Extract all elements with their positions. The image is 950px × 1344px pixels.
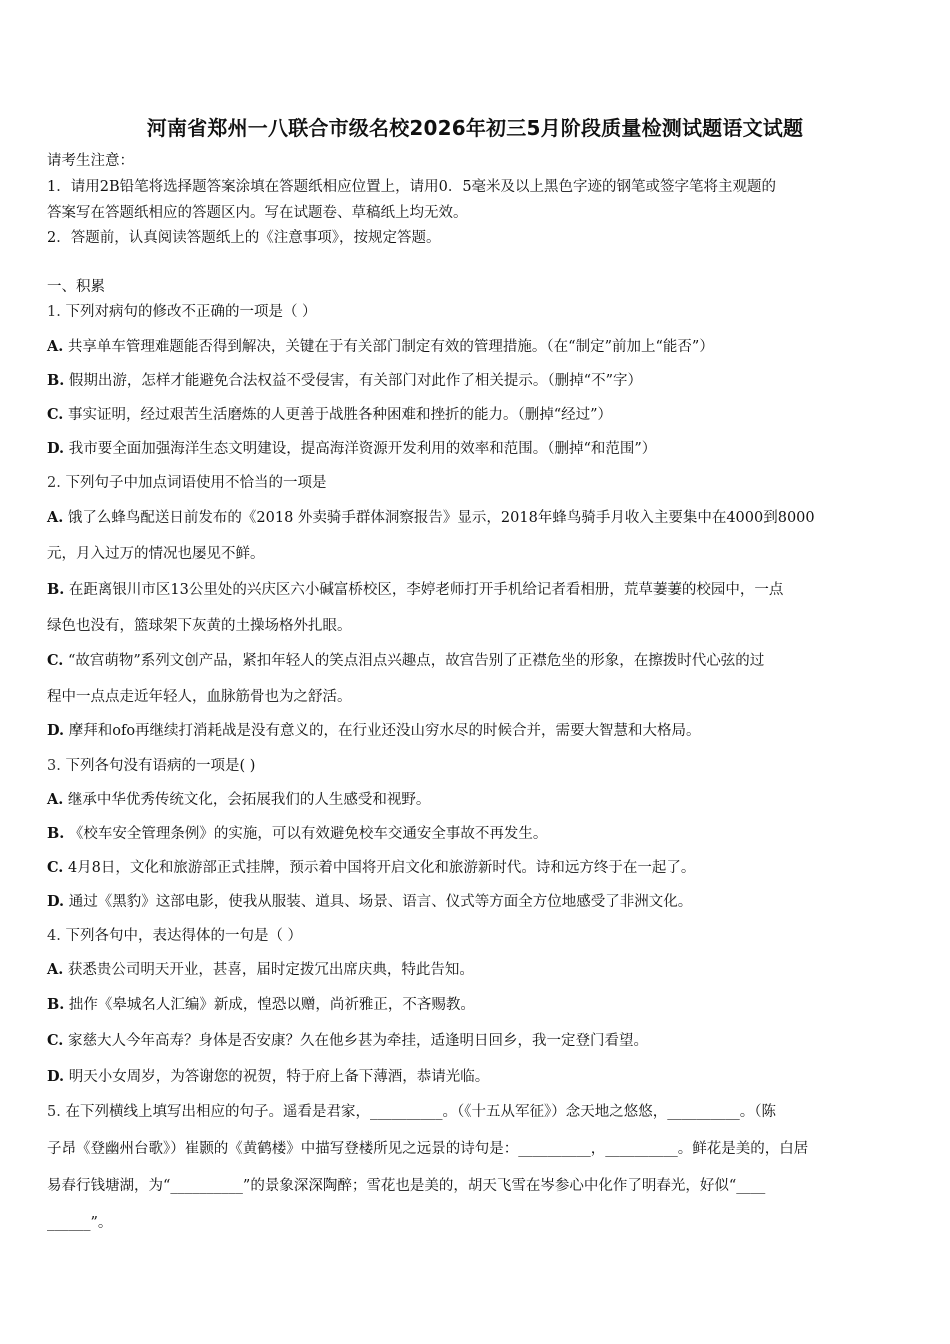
- option-text: 我市要全面加强海洋生态文明建设，提高海洋资源开发利用的效率和范围。（删掉“和范围”）: [68, 441, 657, 457]
- question-2-option-b-cont: 绿色也没有，篮球架下灰黄的土操场格外扎眼。: [47, 618, 352, 634]
- question-3-option-b: [47, 824, 907, 844]
- option-text: “故宫萌物”系列文创产品，紧扣年轻人的笑点泪点兴趣点，故宫告别了正襟危坐的形象，在擦拨时代心弦的过: [67, 653, 765, 669]
- option-letter: B.: [47, 372, 65, 389]
- question-5-line-1: [47, 1102, 907, 1122]
- section-heading: 一、积累: [47, 279, 105, 295]
- option-letter: A.: [47, 961, 64, 978]
- question-2-option-a-cont: 元，月入过万的情况也屡见不鲜。: [47, 546, 265, 562]
- question-1-stem: [47, 302, 907, 322]
- question-2-option-c-cont: 程中一点点走近年轻人，血脉筋骨也为之舒活。: [47, 689, 352, 705]
- option-letter: A.: [47, 509, 64, 526]
- page-title: 河南省郑州一八联合市级名校2026年初三5月阶段质量检测试题语文试题: [146, 116, 804, 140]
- notice-item-1: 1．请用2B铅笔将选择题答案涂填在答题纸相应位置上，请用0．5毫米及以上黑色字迹的钢笔或签字笔将主观题的: [47, 179, 777, 195]
- option-text: 4月8日，文化和旅游部正式挂牌，预示着中国将开启文化和旅游新时代。诗和远方终于在一起了。: [67, 860, 696, 876]
- question-1-option-d: [47, 439, 907, 459]
- option-text: 饿了么蜂鸟配送日前发布的《2018 外卖骑手群体洞察报告》显示，2018年蜂鸟骑手月收入主要集中在4000到8000: [67, 510, 815, 526]
- option-text: 明天小女周岁，为答谢您的祝贺，特于府上备下薄酒，恭请光临。: [68, 1069, 490, 1085]
- question-number: 1.: [47, 304, 61, 320]
- notice-heading: 请考生注意：: [47, 153, 134, 169]
- option-letter: D.: [47, 893, 65, 910]
- option-text: 家慈大人今年高寿？身体是否安康？久在他乡甚为牵挂，适逢明日回乡，我一定登门看望。: [67, 1033, 648, 1049]
- question-2-option-b: [47, 580, 907, 600]
- question-text: 下列对病句的修改不正确的一项是（ ）: [65, 304, 317, 320]
- question-number: 4.: [47, 928, 61, 944]
- question-number: 2.: [47, 475, 61, 491]
- question-1-option-a: [47, 337, 907, 357]
- question-text: 下列句子中加点词语使用不恰当的一项是: [65, 475, 327, 491]
- question-5-line-2: 子昂《登幽州台歌》）崔颢的《黄鹤楼》中描写登楼所见之远景的诗句是：__________，__________。鲜花是美的，白居: [47, 1141, 809, 1157]
- option-text: 《校车安全管理条例》的实施，可以有效避免校车交通安全事故不再发生。: [68, 826, 548, 842]
- option-text: 继承中华优秀传统文化，会拓展我们的人生感受和视野。: [67, 792, 431, 808]
- question-2-option-a: [47, 508, 907, 528]
- option-letter: C.: [47, 406, 64, 423]
- option-letter: B.: [47, 825, 65, 842]
- option-text: 共享单车管理难题能否得到解决，关键在于有关部门制定有效的管理措施。（在“制定”前加上“能否”）: [67, 339, 714, 355]
- option-letter: B.: [47, 581, 65, 598]
- option-letter: D.: [47, 440, 65, 457]
- option-letter: D.: [47, 722, 65, 739]
- question-4-stem: [47, 926, 907, 946]
- option-text: 通过《黑豹》这部电影，使我从服装、道具、场景、语言、仪式等方面全方位地感受了非洲文化。: [68, 894, 693, 910]
- question-text: 在下列横线上填写出相应的句子。遥看是君家，__________。（《十五从军征》）念天地之悠悠，__________。（陈: [65, 1104, 776, 1120]
- option-text: 摩拜和ofo再继续打消耗战是没有意义的，在行业还没山穷水尽的时候合并，需要大智慧和大格局。: [68, 723, 701, 739]
- question-2-stem: [47, 473, 907, 493]
- option-letter: C.: [47, 652, 64, 669]
- question-3-stem: [47, 756, 907, 776]
- question-2-option-d: [47, 721, 907, 741]
- question-number: 5.: [47, 1104, 61, 1120]
- question-number: 3.: [47, 758, 61, 774]
- option-text: 假期出游，怎样才能避免合法权益不受侵害，有关部门对此作了相关提示。（删掉“不”字）: [68, 373, 642, 389]
- option-text: 在距离银川市区13公里处的兴庆区六小碱富桥校区，李婷老师打开手机给记者看相册，荒草萋萋的校园中，一点: [68, 582, 784, 598]
- question-4-option-c: [47, 1031, 907, 1051]
- question-text: 下列各句没有语病的一项是( ): [65, 758, 256, 774]
- option-text: 拙作《皋城名人汇编》新成，惶恐以赠，尚祈雅正，不吝赐教。: [68, 997, 475, 1013]
- question-4-option-d: [47, 1067, 907, 1087]
- question-3-option-a: [47, 790, 907, 810]
- question-1-option-b: [47, 371, 907, 391]
- question-4-option-b: [47, 995, 907, 1015]
- question-text: 下列各句中，表达得体的一句是（ ）: [65, 928, 303, 944]
- question-5-line-4: ______”。: [47, 1215, 113, 1231]
- question-5-line-3: 易春行钱塘湖，为“__________”的景象深深陶醉；雪花也是美的，胡天飞雪在岑参心中化作了明春光，好似“____: [47, 1178, 766, 1194]
- notice-item-2: 2．答题前，认真阅读答题纸上的《注意事项》，按规定答题。: [47, 230, 441, 246]
- option-letter: C.: [47, 1032, 64, 1049]
- question-1-option-c: [47, 405, 907, 425]
- option-letter: A.: [47, 791, 64, 808]
- option-letter: C.: [47, 859, 64, 876]
- question-4-option-a: [47, 960, 907, 980]
- option-text: 获悉贵公司明天开业，甚喜，届时定拨冗出席庆典，特此告知。: [67, 962, 474, 978]
- option-text: 事实证明，经过艰苦生活磨炼的人更善于战胜各种困难和挫折的能力。（删掉“经过”）: [67, 407, 613, 423]
- question-3-option-c: [47, 858, 907, 878]
- question-2-option-c: [47, 651, 907, 671]
- option-letter: D.: [47, 1068, 65, 1085]
- option-letter: A.: [47, 338, 64, 355]
- option-letter: B.: [47, 996, 65, 1013]
- notice-item-1-cont: 答案写在答题纸相应的答题区内。写在试题卷、草稿纸上均无效。: [47, 205, 468, 221]
- question-3-option-d: [47, 892, 907, 912]
